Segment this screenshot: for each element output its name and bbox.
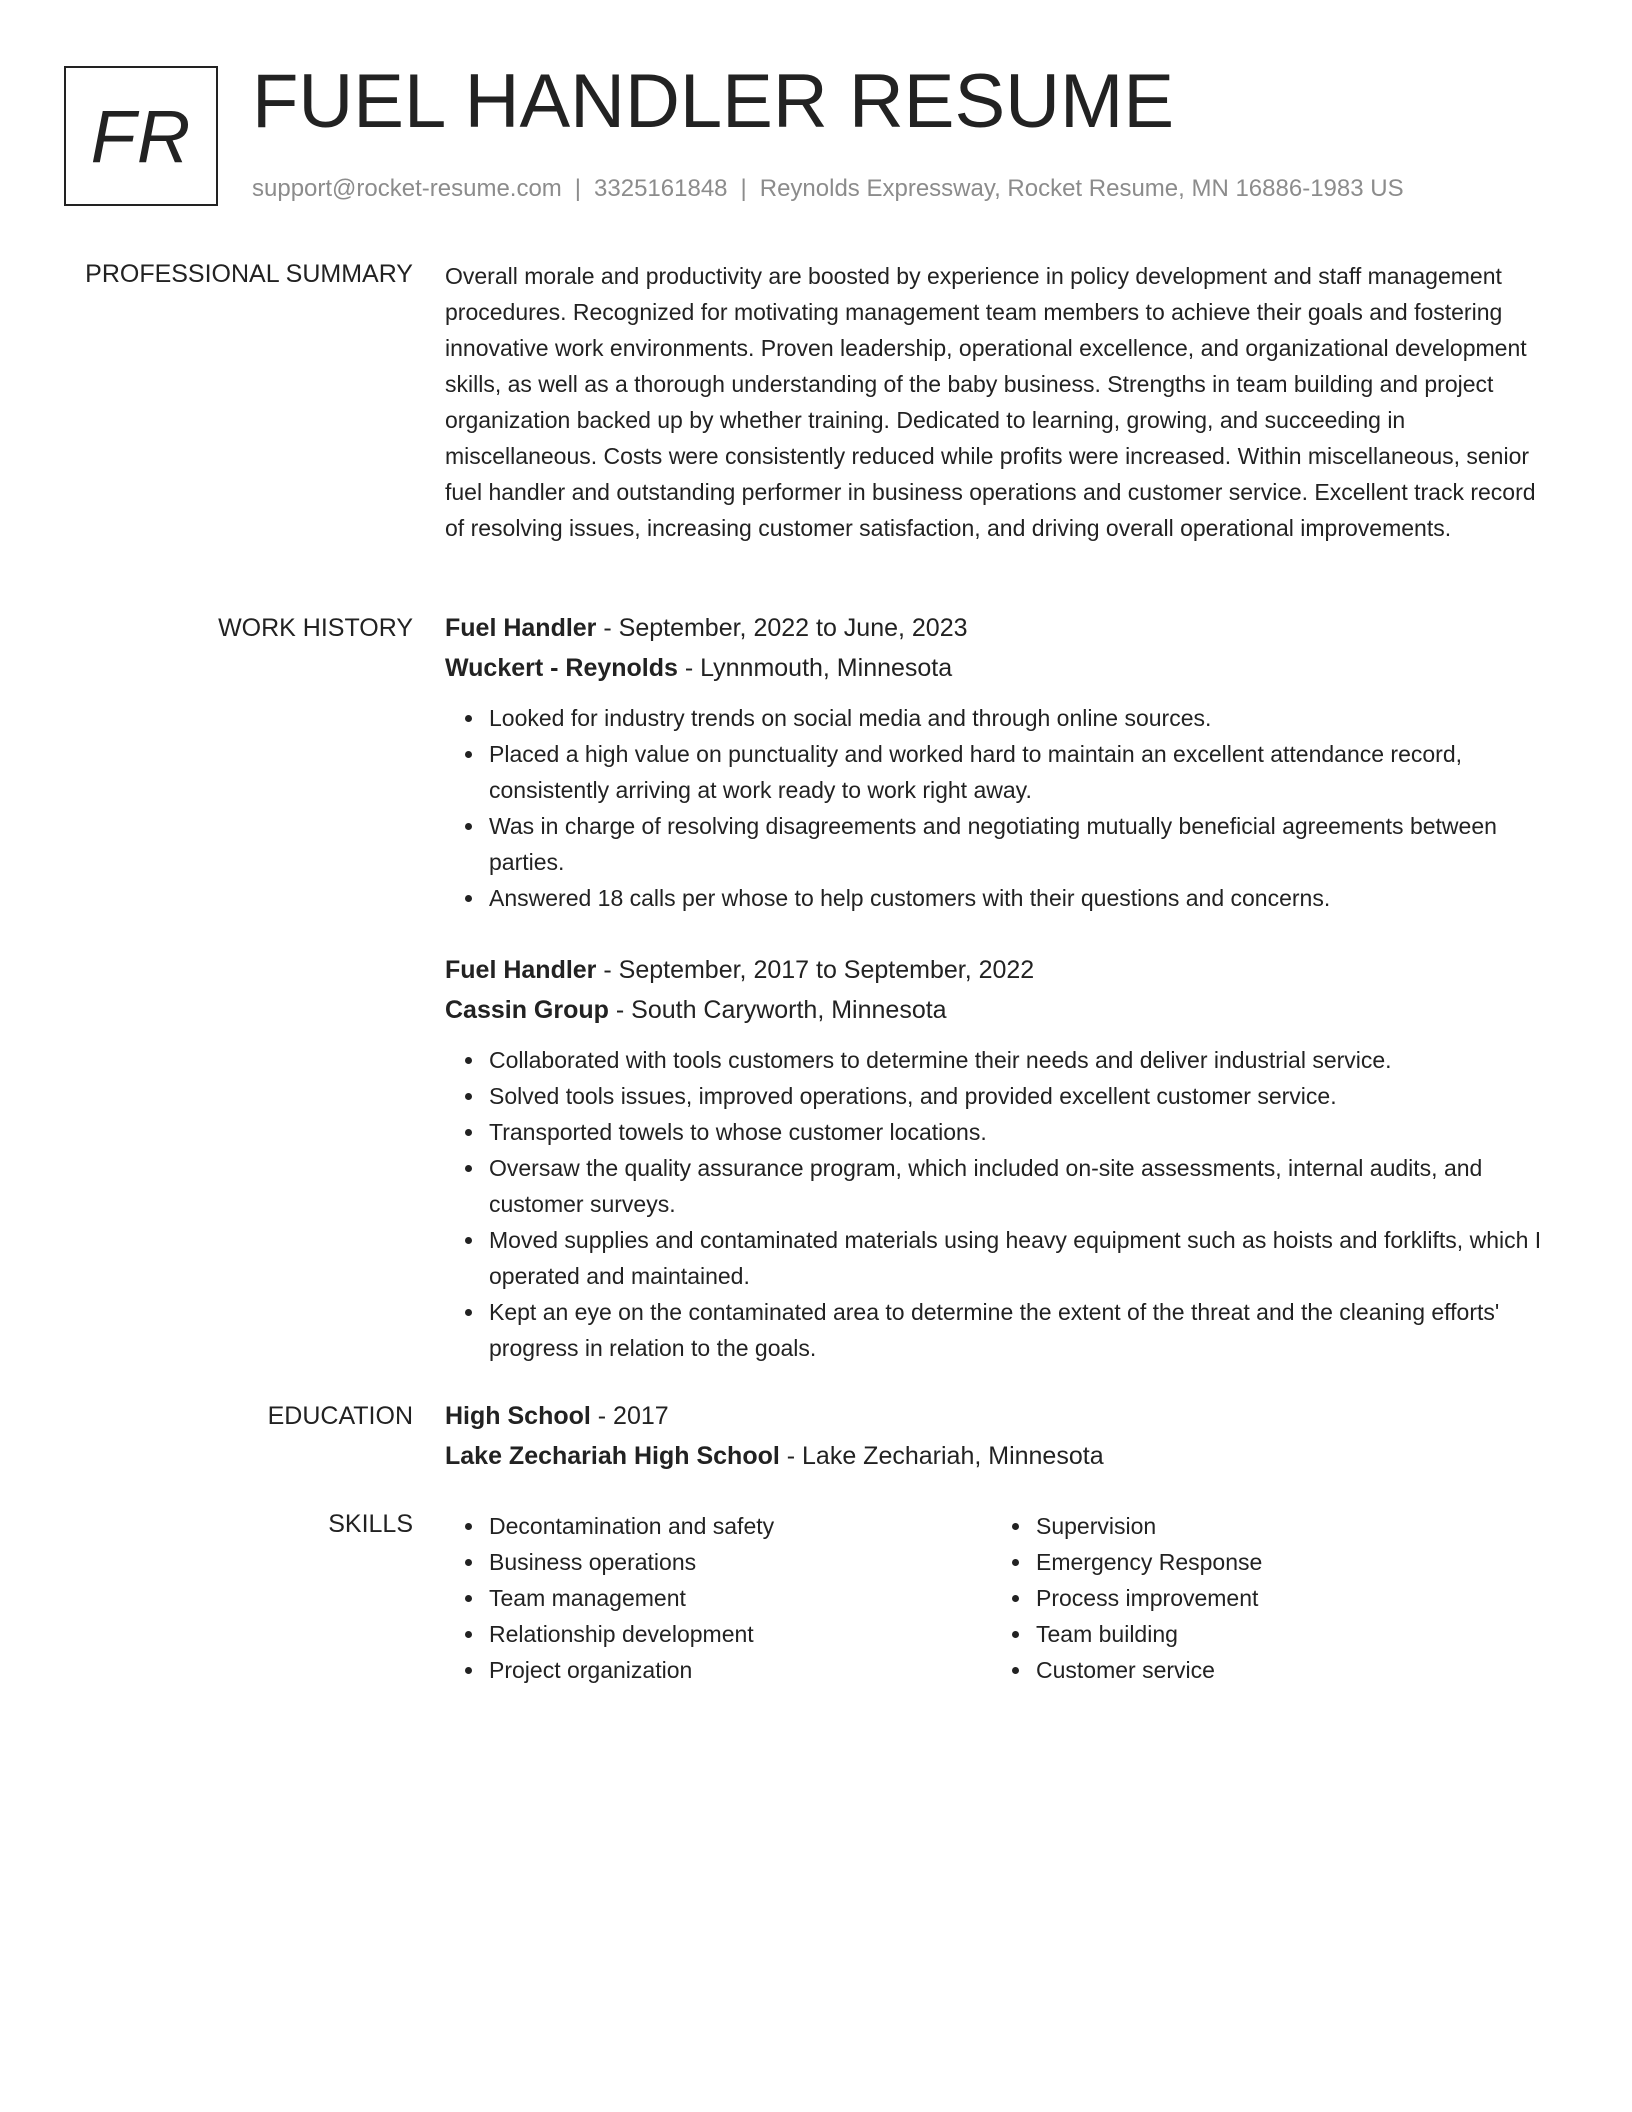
job-location: - Lynnmouth, Minnesota [677, 654, 953, 682]
job-entry [445, 608, 1560, 916]
skill-item: Relationship development [489, 1616, 992, 1652]
education-degree: High School [445, 1402, 591, 1430]
job-bullet: Oversaw the quality assurance program, which included on-site assessments, internal audits, and customer surveys. [489, 1150, 1560, 1222]
job-bullet: Was in charge of resolving disagreements and negotiating mutually beneficial agreements between parties. [489, 808, 1560, 880]
job-title: Fuel Handler [445, 614, 597, 642]
skills-bullets [992, 1508, 1539, 1688]
skill-item: Supervision [1036, 1508, 1539, 1544]
contact-address: Reynolds Expressway, Rocket Resume, MN 16886-1983 US [759, 175, 1404, 202]
job-bullet: Kept an eye on the contaminated area to determine the extent of the threat and the cleaning efforts' progress in relation to the goals. [489, 1294, 1560, 1366]
skill-item: Team building [1036, 1616, 1539, 1652]
skill-item: Process improvement [1036, 1580, 1539, 1616]
contact-email: support@rocket-resume.com [252, 175, 562, 202]
job-bullet: Moved supplies and contaminated materials using heavy equipment such as hoists and forklifts, which I operated and maintained. [489, 1222, 1560, 1294]
skills-bullets [445, 1508, 992, 1688]
skills-column-left [445, 1508, 992, 1688]
section-label-education: EDUCATION [267, 1402, 413, 1430]
contact-line [252, 174, 1404, 204]
job-bullet: Looked for industry trends on social media and through online sources. [489, 700, 1560, 736]
section-label-summary: PROFESSIONAL SUMMARY [85, 260, 413, 288]
job-bullet: Answered 18 calls per whose to help customers with their questions and concerns. [489, 880, 1560, 916]
summary-text: Overall morale and productivity are boosted by experience in policy development and staff management procedures. Recognized for motivating management team members to achieve their goals and fostering innovative work environments. Proven leadership, operational excellence, and organizational development skills, as well as a thorough understanding of the baby business. Strengths in team building and project organization backed up by whether training. Dedicated to learning, growing, and succeeding in miscellaneous. Costs were consistently reduced while profits were increased. Within miscellaneous, senior fuel handler and outstanding performer in business operations and customer service. Excellent track record of resolving issues, increasing customer satisfaction, and driving overall operational improvements. [445, 263, 1536, 541]
resume-title: FUEL HANDLER RESUME [252, 59, 1175, 144]
skill-item: Business operations [489, 1544, 992, 1580]
contact-separator: | [740, 175, 747, 202]
job-location: - South Caryworth, Minnesota [608, 996, 947, 1024]
job-company: Cassin Group [445, 996, 609, 1024]
job-title-line [445, 950, 1560, 990]
section-label-skills: SKILLS [328, 1510, 413, 1538]
job-bullet: Solved tools issues, improved operations, and provided excellent customer service. [489, 1078, 1560, 1114]
job-company: Wuckert - Reynolds [445, 654, 678, 682]
job-bullet: Collaborated with tools customers to determine their needs and deliver industrial service. [489, 1042, 1560, 1078]
skills-column-right [992, 1508, 1539, 1688]
skill-item: Decontamination and safety [489, 1508, 992, 1544]
education-year: - 2017 [590, 1402, 669, 1430]
job-dates: - September, 2022 to June, 2023 [596, 614, 968, 642]
skill-item: Project organization [489, 1652, 992, 1688]
education-entry [445, 1396, 1560, 1476]
job-bullet: Transported towels to whose customer locations. [489, 1114, 1560, 1150]
contact-separator: | [574, 175, 582, 202]
skill-item: Customer service [1036, 1652, 1539, 1688]
monogram-initials: FR [90, 94, 192, 178]
job-title-line [445, 608, 1560, 648]
skill-item: Team management [489, 1580, 992, 1616]
job-bullets [445, 700, 1560, 916]
job-bullets [445, 1042, 1560, 1366]
skills-list [445, 1508, 1560, 1688]
education-school: Lake Zechariah High School [445, 1442, 780, 1470]
education-school-line [445, 1436, 1560, 1476]
section-label-work: WORK HISTORY [218, 614, 413, 642]
education-degree-line [445, 1396, 1560, 1436]
job-dates: - September, 2017 to September, 2022 [596, 956, 1035, 984]
job-title: Fuel Handler [445, 956, 597, 984]
education-location: - Lake Zechariah, Minnesota [779, 1442, 1104, 1470]
job-entry [445, 950, 1560, 1366]
job-company-line [445, 648, 1560, 688]
job-bullet: Placed a high value on punctuality and worked hard to maintain an excellent attendance record, consistently arriving at work ready to work right away. [489, 736, 1560, 808]
job-company-line [445, 990, 1560, 1030]
monogram-box [64, 66, 218, 206]
skill-item: Emergency Response [1036, 1544, 1539, 1580]
contact-phone: 3325161848 [594, 175, 728, 202]
